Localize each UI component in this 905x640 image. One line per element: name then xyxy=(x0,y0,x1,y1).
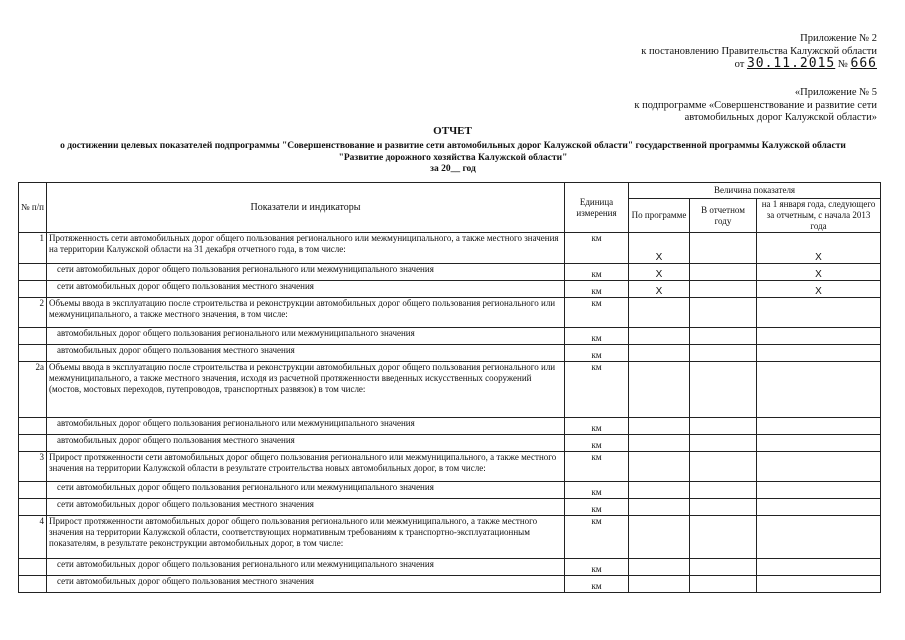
row-value-since-2013 xyxy=(757,559,881,576)
row-value-since-2013 xyxy=(757,328,881,345)
table-row xyxy=(19,345,881,362)
row-value-report-year xyxy=(690,435,757,452)
row-value-report-year xyxy=(690,576,757,593)
appendix-header xyxy=(641,33,877,72)
row-indicator: сети автомобильных дорог общего пользования регионального или межмуниципального значения xyxy=(47,264,565,281)
report-title xyxy=(0,125,905,139)
table-row xyxy=(19,362,881,418)
row-value-program xyxy=(629,482,690,499)
row-number xyxy=(19,264,47,281)
row-value-program xyxy=(629,516,690,559)
header-since-2013: на 1 января года, следующего за отчетным, с начала 2013 года xyxy=(757,199,881,233)
resolution-ref: к постановлению Правительства Калужской области xyxy=(641,45,877,57)
row-value-since-2013: X xyxy=(757,281,881,298)
row-number: 2а xyxy=(19,362,47,418)
header-value-group: Величина показателя xyxy=(629,183,881,199)
row-unit: км xyxy=(565,559,629,576)
row-indicator: сети автомобильных дорог общего пользования местного значения xyxy=(47,499,565,516)
row-number: 4 xyxy=(19,516,47,559)
row-value-report-year xyxy=(690,328,757,345)
table-row xyxy=(19,281,881,298)
row-number xyxy=(19,559,47,576)
row-value-report-year xyxy=(690,418,757,435)
row-value-report-year xyxy=(690,452,757,482)
row-value-report-year xyxy=(690,516,757,559)
row-unit: км xyxy=(565,233,629,264)
row-indicator: сети автомобильных дорог общего пользования регионального или межмуниципального значения xyxy=(47,482,565,499)
report-subtitle xyxy=(12,141,894,176)
row-unit: км xyxy=(565,576,629,593)
row-unit: км xyxy=(565,345,629,362)
resolution-date: 30.11.2015 xyxy=(746,56,836,71)
subprogram-ref-line1: к подпрограмме «Совершенствование и развитие сети xyxy=(634,99,877,111)
row-unit: км xyxy=(565,482,629,499)
row-value-report-year xyxy=(690,362,757,418)
row-value-program xyxy=(629,418,690,435)
indicators-table xyxy=(18,182,881,593)
row-indicator: Протяженность сети автомобильных дорог общего пользования регионального или межмуниципального, а также местного значения на территории Калужской области на 31 декабря отчетного года, в том числе: xyxy=(47,233,565,264)
row-value-program: X xyxy=(629,264,690,281)
table-row xyxy=(19,452,881,482)
row-indicator: сети автомобильных дорог общего пользования местного значения xyxy=(47,576,565,593)
row-unit: км xyxy=(565,281,629,298)
table-row xyxy=(19,435,881,452)
row-indicator: автомобильных дорог общего пользования регионального или межмуниципального значения xyxy=(47,328,565,345)
row-indicator: автомобильных дорог общего пользования местного значения xyxy=(47,345,565,362)
row-value-since-2013 xyxy=(757,482,881,499)
row-value-since-2013 xyxy=(757,452,881,482)
row-number xyxy=(19,418,47,435)
row-value-since-2013 xyxy=(757,499,881,516)
report-title-main: ОТЧЕТ xyxy=(433,125,472,137)
row-value-since-2013 xyxy=(757,516,881,559)
row-value-since-2013 xyxy=(757,298,881,328)
row-number xyxy=(19,328,47,345)
subprogram-appendix-number: «Приложение № 5 xyxy=(794,87,877,98)
table-row xyxy=(19,233,881,264)
header-by-program: По программе xyxy=(629,199,690,233)
subprogram-ref-line2: автомобильных дорог Калужской области» xyxy=(684,112,877,123)
row-indicator: сети автомобильных дорог общего пользования регионального или межмуниципального значения xyxy=(47,559,565,576)
row-number xyxy=(19,499,47,516)
row-unit: км xyxy=(565,264,629,281)
appendix-number: Приложение № 2 xyxy=(800,33,877,44)
row-value-report-year xyxy=(690,345,757,362)
row-value-program: X xyxy=(629,281,690,298)
header-in-report-year: В отчетном году xyxy=(690,199,757,233)
table-row xyxy=(19,516,881,559)
table-row xyxy=(19,328,881,345)
row-unit: км xyxy=(565,418,629,435)
row-value-report-year xyxy=(690,233,757,264)
report-subtitle-line1: о достижении целевых показателей подпрограммы "Совершенствование и развитие сети автомобильных дорог Калужской области" государственной программы Калужской области xyxy=(60,141,846,151)
row-value-report-year xyxy=(690,298,757,328)
row-value-program: X xyxy=(629,233,690,264)
row-value-since-2013 xyxy=(757,345,881,362)
row-value-report-year xyxy=(690,281,757,298)
row-value-report-year xyxy=(690,499,757,516)
table-row xyxy=(19,482,881,499)
row-indicator: Объемы ввода в эксплуатацию после строительства и реконструкции автомобильных дорог общего пользования регионального или межмуниципального, а также местного значения, исходя из расчетной протяженности введенных искусственных сооружений (мостов, мостовых переходов, путепроводов, транспортных развязок) в том числе: xyxy=(47,362,565,418)
row-number xyxy=(19,576,47,593)
table-row xyxy=(19,264,881,281)
row-indicator: Объемы ввода в эксплуатацию после строительства и реконструкции автомобильных дорог общего пользования регионального или межмуниципального, а также местного значения, в том числе: xyxy=(47,298,565,328)
table-row xyxy=(19,298,881,328)
row-indicator: автомобильных дорог общего пользования регионального или межмуниципального значения xyxy=(47,418,565,435)
row-value-since-2013: X xyxy=(757,233,881,264)
row-indicator: Прирост протяженности автомобильных дорог общего пользования регионального или межмуниципального, а также местного значения на территории Калужской области, соответствующих нормативным требованиям к транспортно-эксплуатационным показателям, в результате реконструкции автомобильных дорог, в том числе: xyxy=(47,516,565,559)
subprogram-appendix-header xyxy=(634,87,877,125)
row-unit: км xyxy=(565,298,629,328)
row-value-program xyxy=(629,328,690,345)
row-value-program xyxy=(629,345,690,362)
table-row xyxy=(19,499,881,516)
table-row xyxy=(19,576,881,593)
row-unit: км xyxy=(565,516,629,559)
row-value-program xyxy=(629,499,690,516)
header-indicator: Показатели и индикаторы xyxy=(47,183,565,233)
row-value-report-year xyxy=(690,482,757,499)
row-number xyxy=(19,482,47,499)
row-unit: км xyxy=(565,435,629,452)
row-number xyxy=(19,435,47,452)
row-number xyxy=(19,281,47,298)
row-number: 3 xyxy=(19,452,47,482)
resolution-date-line: от 30.11.2015 № 666 xyxy=(734,56,877,71)
row-value-program xyxy=(629,362,690,418)
row-value-since-2013 xyxy=(757,435,881,452)
row-value-program xyxy=(629,452,690,482)
row-unit: км xyxy=(565,499,629,516)
table-row xyxy=(19,559,881,576)
table-row xyxy=(19,418,881,435)
row-indicator: автомобильных дорог общего пользования местного значения xyxy=(47,435,565,452)
header-unit: Единица измерения xyxy=(565,183,629,233)
row-unit: км xyxy=(565,362,629,418)
row-indicator: Прирост протяженности сети автомобильных дорог общего пользования регионального или межмуниципального, а также местного значения на территории Калужской области в результате строительства новых автомобильных дорог, в том числе: xyxy=(47,452,565,482)
header-num: № п/п xyxy=(19,183,47,233)
row-value-since-2013 xyxy=(757,418,881,435)
report-period: за 20__ год xyxy=(430,164,476,174)
row-value-program xyxy=(629,576,690,593)
row-value-since-2013: X xyxy=(757,264,881,281)
row-value-report-year xyxy=(690,264,757,281)
row-unit: км xyxy=(565,328,629,345)
row-value-program xyxy=(629,559,690,576)
row-number: 1 xyxy=(19,233,47,264)
row-indicator: сети автомобильных дорог общего пользования местного значения xyxy=(47,281,565,298)
row-value-program xyxy=(629,298,690,328)
row-number xyxy=(19,345,47,362)
resolution-number: 666 xyxy=(850,56,877,71)
row-number: 2 xyxy=(19,298,47,328)
report-subtitle-line2: "Развитие дорожного хозяйства Калужской области" xyxy=(338,152,568,163)
row-value-since-2013 xyxy=(757,576,881,593)
row-value-report-year xyxy=(690,559,757,576)
row-unit: км xyxy=(565,452,629,482)
row-value-program xyxy=(629,435,690,452)
row-value-since-2013 xyxy=(757,362,881,418)
